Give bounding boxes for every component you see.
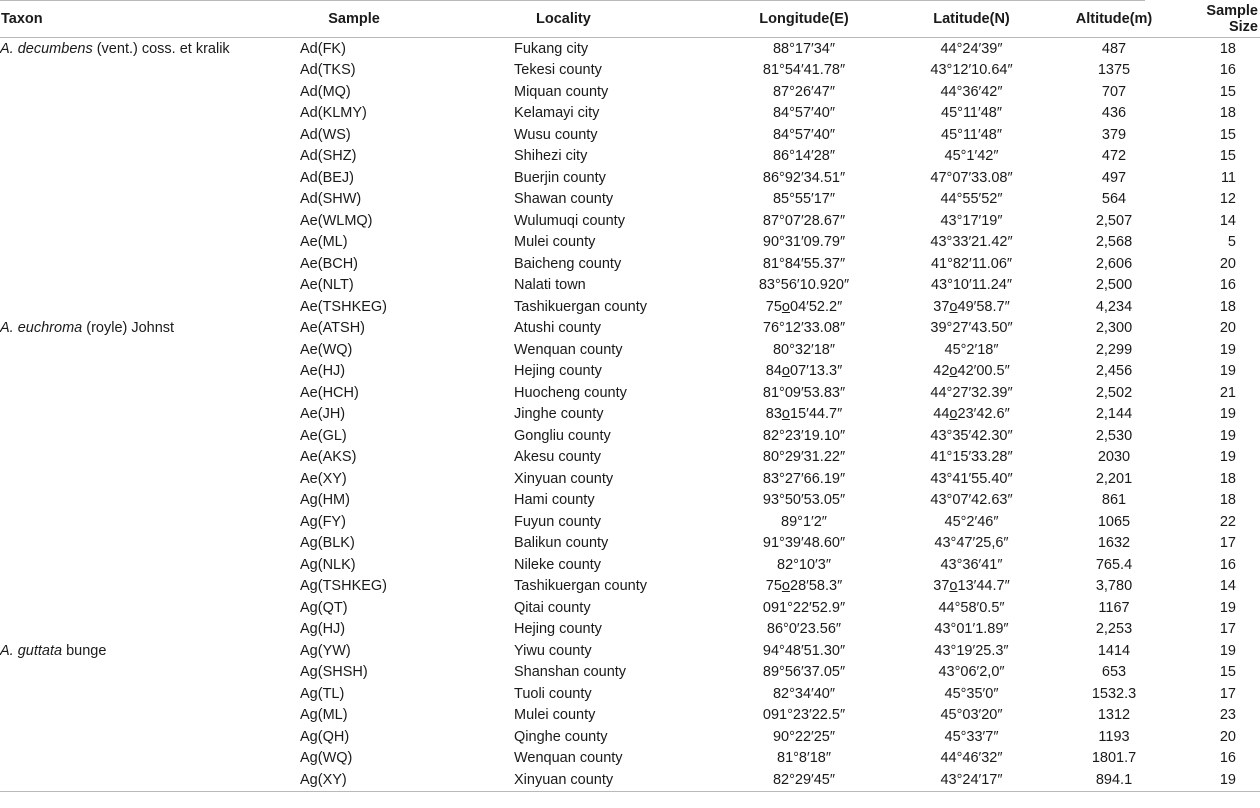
- table-row: [0, 210, 1260, 232]
- altitude: 1632: [1097, 535, 1131, 552]
- altitude: 2,201: [1095, 470, 1133, 487]
- header-longitude: Longitude(E): [719, 1, 889, 38]
- header-taxon: Taxon: [0, 1, 284, 38]
- taxon-author: (royle) Johnst: [82, 320, 175, 337]
- sample-code: Ad(BEJ): [300, 169, 354, 186]
- locality: Qinghe county: [514, 728, 608, 745]
- locality: Fuyun county: [514, 513, 602, 530]
- sample-size: 19: [1219, 427, 1236, 444]
- taxon-cell: [0, 81, 284, 103]
- sample-code: Ae(WQ): [300, 341, 353, 358]
- taxon-cell: [0, 468, 284, 490]
- table-row: [0, 189, 1260, 211]
- table-row: [0, 60, 1260, 82]
- longitude: 84o07′13.3″: [765, 363, 843, 380]
- latitude: 43°35′42.30″: [930, 427, 1013, 444]
- longitude: 76°12′33.08″: [762, 320, 846, 337]
- sample-size: 16: [1219, 556, 1236, 573]
- latitude: 44o23′42.6″: [933, 406, 1010, 423]
- sample-size: 20: [1219, 728, 1236, 745]
- altitude: 2,299: [1095, 341, 1133, 358]
- table-row: [0, 253, 1260, 275]
- sample-size: 17: [1219, 685, 1236, 702]
- taxon-cell: [0, 124, 284, 146]
- sample-code: Ad(MQ): [300, 83, 351, 100]
- longitude: 86°92′34.51″: [762, 169, 846, 186]
- table-row: [0, 339, 1260, 361]
- longitude: 80°29′31.22″: [762, 449, 846, 466]
- sample-code: Ae(NLT): [300, 277, 354, 294]
- sample-code: Ae(JH): [300, 406, 346, 423]
- sample-code: Ag(SHSH): [300, 664, 368, 681]
- sample-code: Ae(XY): [300, 470, 347, 487]
- table-row: [0, 554, 1260, 576]
- altitude: 2,144: [1095, 406, 1133, 423]
- header-sample-size: Sample Size: [1174, 1, 1260, 38]
- locality: Miquan county: [514, 83, 609, 100]
- altitude: 653: [1101, 664, 1127, 681]
- table-body: [0, 38, 1260, 792]
- table-row: [0, 382, 1260, 404]
- table-row: [0, 361, 1260, 383]
- sample-code: Ag(BLK): [300, 535, 355, 552]
- latitude: 47°07′33.08″: [930, 169, 1013, 186]
- sample-size: 18: [1219, 105, 1236, 122]
- longitude: 87°07′28.67″: [762, 212, 846, 229]
- taxon-cell: [0, 296, 284, 318]
- sample-code: Ag(QH): [300, 728, 350, 745]
- sample-size: 15: [1219, 148, 1236, 165]
- longitude: 89°56′37.05″: [762, 664, 846, 681]
- taxon-cell: [0, 597, 284, 619]
- table-row: [0, 597, 1260, 619]
- sample-size: 21: [1219, 384, 1236, 401]
- sample-size: 19: [1219, 341, 1236, 358]
- sample-code: Ae(ATSH): [300, 320, 365, 337]
- latitude: 39°27′43.50″: [930, 320, 1013, 337]
- longitude: 84°57′40″: [772, 105, 836, 122]
- taxon-cell: [0, 60, 284, 82]
- longitude: 091°22′52.9″: [762, 599, 846, 616]
- altitude: 1065: [1097, 513, 1131, 530]
- taxon-cell: [0, 404, 284, 426]
- latitude: 42o42′00.5″: [933, 363, 1010, 380]
- taxon-cell: [0, 705, 284, 727]
- latitude: 45°35′0″: [944, 685, 999, 702]
- locality: Wenquan county: [514, 750, 623, 767]
- taxon-cell: [0, 38, 284, 60]
- table-row: [0, 275, 1260, 297]
- altitude: 487: [1101, 40, 1127, 57]
- taxon-cell: [0, 210, 284, 232]
- sample-size: 19: [1219, 406, 1236, 423]
- taxon-cell: [0, 253, 284, 275]
- locality: Fukang city: [514, 40, 589, 57]
- latitude: 43°41′55.40″: [930, 470, 1013, 487]
- latitude: 43°07′42.63″: [930, 492, 1013, 509]
- latitude: 43°10′11.24″: [930, 277, 1013, 294]
- taxon-author: (vent.) coss. et kralik: [92, 40, 230, 57]
- taxon-cell: [0, 232, 284, 254]
- altitude: 379: [1101, 126, 1127, 143]
- sample-size: 15: [1219, 664, 1236, 681]
- table-row: [0, 748, 1260, 770]
- table-row: [0, 404, 1260, 426]
- locality: Mulei county: [514, 234, 596, 251]
- latitude: 45°11′48″: [941, 105, 1002, 122]
- sample-size: 22: [1219, 513, 1236, 530]
- taxon-cell: [0, 103, 284, 125]
- latitude: 43°33′21.42″: [930, 234, 1013, 251]
- altitude: 2030: [1097, 449, 1131, 466]
- latitude: 43°06′2,0″: [938, 664, 1005, 681]
- sample-code: Ae(AKS): [300, 449, 357, 466]
- locality: Balikun county: [514, 535, 609, 552]
- locality: Wenquan county: [514, 341, 623, 358]
- taxon-cell: [0, 769, 284, 791]
- latitude: 43°01′1.89″: [934, 621, 1009, 638]
- sample-code: Ae(WLMQ): [300, 212, 373, 229]
- longitude: 81°84′55.37″: [762, 255, 846, 272]
- latitude: 43°12′10.64″: [930, 62, 1013, 79]
- taxon-cell: [0, 576, 284, 598]
- sample-size: 20: [1219, 255, 1236, 272]
- altitude: 1375: [1097, 62, 1131, 79]
- sample-size: 14: [1219, 212, 1236, 229]
- table-row: [0, 619, 1260, 641]
- sample-code: Ad(FK): [300, 40, 346, 57]
- longitude: 87°26′47″: [772, 83, 836, 100]
- latitude: 45°33′7″: [944, 728, 999, 745]
- latitude: 37o49′58.7″: [933, 298, 1010, 315]
- altitude: 2,253: [1095, 621, 1133, 638]
- latitude: 41°15′33.28″: [930, 449, 1013, 466]
- taxon-cell: [0, 447, 284, 469]
- sample-size: 5: [1227, 234, 1236, 251]
- sample-size: 15: [1219, 83, 1236, 100]
- taxon-cell: [0, 726, 284, 748]
- taxon-cell: [0, 339, 284, 361]
- longitude: 90°31′09.79″: [762, 234, 846, 251]
- altitude: 497: [1101, 169, 1127, 186]
- taxon-cell: [0, 662, 284, 684]
- latitude: 44°55′52″: [940, 191, 1003, 208]
- table-row: [0, 769, 1260, 791]
- locality: Shihezi city: [514, 148, 588, 165]
- taxon-cell: [0, 318, 284, 340]
- locality: Yiwu county: [514, 642, 592, 659]
- locality: Hejing county: [514, 363, 602, 380]
- taxon-species: A. euchroma: [0, 320, 83, 337]
- header-sample: Sample: [284, 1, 504, 38]
- latitude: 45°11′48″: [941, 126, 1002, 143]
- taxon-cell: [0, 425, 284, 447]
- latitude: 44°58′0.5″: [938, 599, 1005, 616]
- longitude: 83°27′66.19″: [762, 470, 846, 487]
- table-row: [0, 146, 1260, 168]
- altitude: 2,507: [1095, 212, 1133, 229]
- header-altitude: Altitude(m): [1054, 1, 1174, 38]
- latitude: 45°03′20″: [940, 707, 1003, 724]
- sample-code: Ag(TL): [300, 685, 345, 702]
- taxon-species: A. decumbens: [0, 40, 93, 57]
- locality: Nalati town: [514, 277, 586, 294]
- sample-code: Ae(TSHKEG): [300, 298, 388, 315]
- sample-size: 12: [1219, 191, 1236, 208]
- table-row: [0, 103, 1260, 125]
- sample-code: Ag(HJ): [300, 621, 346, 638]
- altitude: 894.1: [1054, 769, 1174, 791]
- sample-size: 17: [1219, 621, 1236, 638]
- altitude: 2,500: [1095, 277, 1133, 294]
- table-row: [0, 38, 1260, 60]
- header-locality: Locality: [504, 1, 719, 38]
- sample-size: 14: [1219, 578, 1236, 595]
- taxon-cell: [0, 683, 284, 705]
- table-row: [0, 640, 1260, 662]
- sample-size: 23: [1219, 707, 1236, 724]
- sample-code: Ag(ML): [300, 707, 348, 724]
- locality: Tuoli county: [514, 685, 592, 702]
- table-row: [0, 232, 1260, 254]
- sample-code: Ag(HM): [300, 492, 350, 509]
- sample-size: 18: [1219, 40, 1236, 57]
- sample-size: 20: [1219, 320, 1236, 337]
- locality: Qitai county: [514, 599, 591, 616]
- sample-size: 15: [1219, 126, 1236, 143]
- sample-code: Ag(FY): [300, 513, 346, 530]
- locality: Wusu county: [514, 126, 598, 143]
- altitude: 1801.7: [1091, 750, 1137, 767]
- longitude: 82°23′19.10″: [762, 427, 846, 444]
- table-row: [0, 576, 1260, 598]
- latitude: 37o13′44.7″: [933, 578, 1010, 595]
- locality: Mulei county: [514, 707, 596, 724]
- table-row: [0, 533, 1260, 555]
- longitude: 83o15′44.7″: [765, 406, 843, 423]
- taxon-cell: [0, 167, 284, 189]
- table-row: [0, 726, 1260, 748]
- table-row: [0, 468, 1260, 490]
- sample-size: 11: [1220, 169, 1236, 186]
- sample-size: 16: [1219, 277, 1236, 294]
- altitude: 765.4: [1095, 556, 1133, 573]
- locality: Atushi county: [514, 320, 602, 337]
- altitude: 2,568: [1095, 234, 1133, 251]
- altitude: 2,456: [1095, 363, 1133, 380]
- longitude: 75o28′58.3″: [765, 578, 843, 595]
- longitude: 81°09′53.83″: [762, 384, 846, 401]
- altitude: 1532.3: [1091, 685, 1137, 702]
- sample-code: Ae(HJ): [300, 363, 346, 380]
- locality: Nileke county: [514, 556, 602, 573]
- latitude: 45°1′42″: [944, 148, 999, 165]
- sample-size: 19: [1174, 769, 1260, 791]
- locality: Akesu county: [514, 449, 602, 466]
- sample-size: 18: [1219, 298, 1236, 315]
- latitude: 41°82′11.06″: [930, 255, 1013, 272]
- longitude: 89°1′2″: [781, 513, 827, 530]
- longitude: 83°56′10.920″: [758, 277, 850, 294]
- longitude: 75o04′52.2″: [765, 298, 843, 315]
- longitude: 81°8′18″: [777, 750, 831, 767]
- longitude: 82°10′3″: [777, 556, 831, 573]
- latitude: 43°47′25,6″: [934, 535, 1009, 552]
- longitude: 81°54′41.78″: [762, 62, 846, 79]
- latitude: 44°27′32.39″: [930, 384, 1013, 401]
- locality: Gongliu county: [514, 427, 611, 444]
- sample-code: Ae(HCH): [300, 384, 359, 401]
- latitude: 44°46′32″: [940, 750, 1003, 767]
- locality: Jinghe county: [514, 406, 604, 423]
- locality: Tashikuergan county: [514, 578, 647, 595]
- locality: Kelamayi city: [514, 105, 600, 122]
- altitude: 2,606: [1095, 255, 1133, 272]
- altitude: 436: [1101, 105, 1127, 122]
- latitude: 43°36′41″: [940, 556, 1003, 573]
- sample-code: Ad(SHW): [300, 191, 362, 208]
- sample-code: Ag(QT): [300, 599, 348, 616]
- latitude: 45°2′18″: [944, 341, 999, 358]
- taxon-cell: [0, 189, 284, 211]
- altitude: 4,234: [1095, 298, 1133, 315]
- taxon-cell: [0, 533, 284, 555]
- longitude: 94°48′51.30″: [762, 642, 846, 659]
- table-row: [0, 683, 1260, 705]
- locality: Hejing county: [514, 621, 602, 638]
- table-row: [0, 662, 1260, 684]
- table-row: [0, 167, 1260, 189]
- taxon-cell: [0, 511, 284, 533]
- table-row: [0, 81, 1260, 103]
- longitude: 86°0′23.56″: [766, 621, 842, 638]
- sample-size: 19: [1219, 449, 1236, 466]
- taxon-cell: [0, 146, 284, 168]
- sample-table: [0, 1, 1260, 792]
- locality: Hami county: [514, 492, 595, 509]
- altitude: 2,530: [1095, 427, 1133, 444]
- sample-size: 19: [1219, 363, 1236, 380]
- taxon-cell: [0, 640, 284, 662]
- longitude: 82°34′40″: [772, 685, 836, 702]
- latitude: 43°19′25.3″: [934, 642, 1009, 659]
- taxon-author: bunge: [62, 642, 107, 659]
- locality: Baicheng county: [514, 255, 622, 272]
- sample-code: Ae(ML): [300, 234, 348, 251]
- altitude: 564: [1101, 191, 1127, 208]
- locality: Xinyuan county: [514, 470, 614, 487]
- locality: Shanshan county: [514, 664, 627, 681]
- sample-code: Ad(SHZ): [300, 148, 357, 165]
- longitude: 91°39′48.60″: [762, 535, 846, 552]
- longitude: 091°23′22.5″: [762, 707, 846, 724]
- altitude: 1414: [1097, 642, 1131, 659]
- longitude: 90°22′25″: [772, 728, 836, 745]
- table-row: [0, 425, 1260, 447]
- sample-size: 19: [1219, 599, 1236, 616]
- longitude: 84°57′40″: [772, 126, 836, 143]
- longitude: 88°17′34″: [772, 40, 836, 57]
- latitude: 44°24′39″: [940, 40, 1003, 57]
- sample-code: Ag(NLK): [300, 556, 356, 573]
- altitude: 2,502: [1095, 384, 1133, 401]
- longitude: 93°50′53.05″: [762, 492, 846, 509]
- longitude: 82°29′45″: [719, 769, 889, 791]
- locality: Wulumuqi county: [514, 212, 625, 229]
- locality: Xinyuan county: [504, 769, 719, 791]
- taxon-cell: [0, 361, 284, 383]
- sample-code: Ag(WQ): [300, 750, 353, 767]
- altitude: 861: [1101, 492, 1127, 509]
- table-row: [0, 511, 1260, 533]
- locality: Buerjin county: [514, 169, 606, 186]
- sample-size: 16: [1219, 62, 1236, 79]
- table-row: [0, 296, 1260, 318]
- latitude: 44°36′42″: [940, 83, 1003, 100]
- latitude: 43°17′19″: [940, 212, 1003, 229]
- latitude: 45°2′46″: [944, 513, 999, 530]
- sample-code: Ae(GL): [300, 427, 347, 444]
- taxon-cell: [0, 554, 284, 576]
- table-row: [0, 124, 1260, 146]
- sample-size: 19: [1219, 642, 1236, 659]
- altitude: 3,780: [1095, 578, 1133, 595]
- table-row: [0, 490, 1260, 512]
- longitude: 86°14′28″: [772, 148, 836, 165]
- sample-code: Ag(XY): [284, 769, 504, 791]
- taxon-cell: [0, 490, 284, 512]
- taxon-species: A. guttata: [0, 642, 63, 659]
- sample-code: Ad(KLMY): [300, 105, 367, 122]
- altitude: 2,300: [1095, 320, 1133, 337]
- locality: Tekesi county: [514, 62, 602, 79]
- sample-size: 18: [1219, 470, 1236, 487]
- taxon-cell: [0, 275, 284, 297]
- altitude: 1167: [1098, 599, 1130, 616]
- sample-code: Ag(YW): [300, 642, 351, 659]
- altitude: 1193: [1098, 728, 1130, 745]
- taxon-cell: [0, 748, 284, 770]
- altitude: 707: [1101, 83, 1127, 100]
- sample-code: Ae(BCH): [300, 255, 359, 272]
- sample-size: 16: [1219, 750, 1236, 767]
- sample-size: 18: [1219, 492, 1236, 509]
- altitude: 1312: [1097, 707, 1131, 724]
- latitude: 43°24′17″: [889, 769, 1054, 791]
- locality: Huocheng county: [514, 384, 627, 401]
- sample-size: 17: [1219, 535, 1236, 552]
- taxon-cell: [0, 382, 284, 404]
- altitude: 472: [1101, 148, 1127, 165]
- sample-code: Ad(WS): [300, 126, 351, 143]
- header-latitude: Latitude(N): [889, 1, 1054, 38]
- header-row: [0, 1, 1260, 38]
- locality: Tashikuergan county: [514, 298, 647, 315]
- longitude: 80°32′18″: [772, 341, 836, 358]
- taxon-cell: [0, 619, 284, 641]
- sample-code: Ad(TKS): [300, 62, 356, 79]
- table-row: [0, 705, 1260, 727]
- sample-code: Ag(TSHKEG): [300, 578, 388, 595]
- longitude: 85°55′17″: [772, 191, 836, 208]
- table-row: [0, 447, 1260, 469]
- table-row: [0, 318, 1260, 340]
- locality: Shawan county: [514, 191, 614, 208]
